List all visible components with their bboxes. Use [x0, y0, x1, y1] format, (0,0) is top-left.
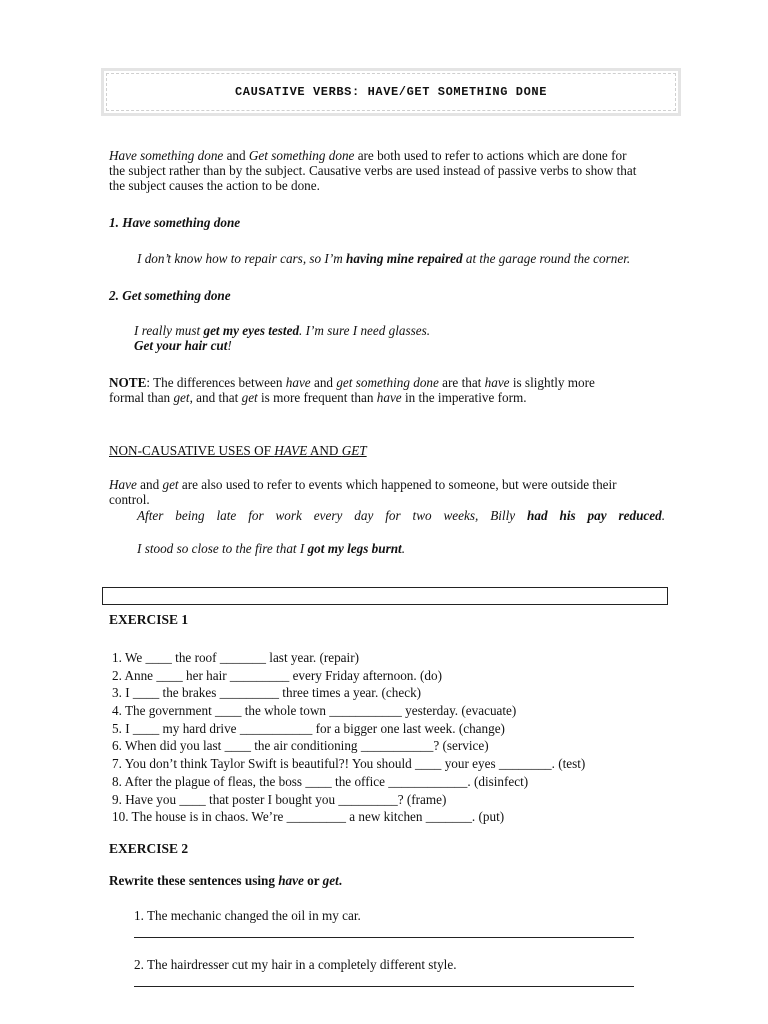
example-text: at the garage round the corner.	[462, 251, 631, 266]
noncausative-paragraph	[109, 477, 681, 507]
exercise-2-sentence: 2. The hairdresser cut my hair in a completely different style.	[134, 957, 457, 972]
note-term: have	[376, 390, 402, 405]
note-text: and	[310, 375, 337, 390]
instruction-text: Rewrite these sentences using	[109, 873, 279, 888]
exercise-1-item: 7. You don’t think Taylor Swift is beautiful?! You should ____ your eyes ________. (test)	[112, 756, 586, 772]
note-term: have	[484, 375, 510, 390]
exercise-1-title: EXERCISE 1	[109, 612, 189, 627]
instruction-text: or	[303, 873, 323, 888]
title-box	[101, 68, 681, 116]
note-line-1	[109, 375, 681, 390]
instruction-term: have	[278, 873, 304, 888]
noncausative-line-2: control.	[109, 492, 150, 507]
intro-paragraph	[109, 148, 681, 193]
intro-line-3: the subject causes the action to be done.	[109, 178, 320, 193]
note-term: get something done	[336, 375, 439, 390]
note-line-2	[109, 390, 681, 405]
paragraph-text: are also used to refer to events which happened to someone, but were outside their	[178, 477, 617, 492]
instruction-term: get	[322, 873, 339, 888]
exercise-1-item: 1. We ____ the roof _______ last year. (repair)	[112, 650, 359, 665]
exercise-2-title: EXERCISE 2	[109, 841, 189, 856]
exercise-2-item-2	[134, 957, 654, 987]
noncausative-example-2	[137, 541, 657, 556]
exercise-2-instruction	[109, 873, 681, 888]
exercise-1-list	[112, 649, 672, 826]
intro-text: are both used to refer to actions which are done for	[354, 148, 627, 163]
example-text: I don’t know how to repair cars, so I’m	[137, 251, 347, 266]
example-text: I stood so close to the fire that I	[137, 541, 308, 556]
page-title: CAUSATIVE VERBS: HAVE/GET SOMETHING DONE	[234, 84, 548, 99]
note-term: get	[173, 390, 190, 405]
exercise-1-item: 10. The house is in chaos. We’re _________ a new kitchen _______. (put)	[112, 809, 505, 825]
heading-term: GET	[341, 443, 367, 458]
example-text: !	[227, 338, 232, 353]
note-label: NOTE	[109, 375, 147, 390]
instruction-text: .	[338, 873, 343, 888]
exercise-1-item: 9. Have you ____ that poster I bought you _________? (frame)	[112, 791, 447, 807]
example-highlight: Get your hair cut	[134, 338, 228, 353]
example-text: .	[661, 508, 666, 523]
paragraph-text: and	[136, 477, 163, 492]
example-highlight: had his pay reduced	[527, 508, 662, 523]
example-highlight: got my legs burnt	[307, 541, 402, 556]
exercise-1-item: 6. When did you last ____ the air conditioning ___________? (service)	[112, 738, 489, 754]
note-paragraph	[109, 375, 681, 405]
section-2-heading: 2. Get something done	[109, 288, 231, 303]
exercise-1-item: 5. I ____ my hard drive ___________ for a bigger one last week. (change)	[112, 720, 505, 736]
example-text: . I’m sure I need glasses.	[299, 323, 431, 338]
exercise-1-item: 2. Anne ____ her hair _________ every Friday afternoon. (do)	[112, 667, 442, 683]
empty-text-box	[102, 587, 668, 605]
example-highlight: get my eyes tested	[203, 323, 300, 338]
intro-line-1	[109, 148, 681, 163]
exercise-2-item-1	[134, 908, 654, 938]
heading-text: AND	[307, 443, 342, 458]
section-2-example-1	[134, 323, 674, 338]
note-text: are that	[438, 375, 485, 390]
heading-term: HAVE	[274, 443, 308, 458]
note-text: , and that	[189, 390, 242, 405]
answer-line[interactable]	[134, 923, 634, 938]
note-text: is more frequent than	[257, 390, 377, 405]
section-2-example-2	[134, 338, 674, 353]
note-text: formal than	[109, 390, 174, 405]
intro-term-get: Get something done	[248, 148, 355, 163]
noncausative-heading	[109, 443, 681, 458]
heading-text: NON-CAUSATIVE USES OF	[109, 443, 275, 458]
answer-line[interactable]	[134, 972, 634, 987]
exercise-1-item: 4. The government ____ the whole town ___________ yesterday. (evacuate)	[112, 703, 517, 719]
note-term: get	[241, 390, 258, 405]
note-text: is slightly more	[509, 375, 595, 390]
example-text: I really must	[134, 323, 204, 338]
intro-text: and	[223, 148, 249, 163]
example-text: .	[401, 541, 406, 556]
exercise-1-item: 8. After the plague of fleas, the boss ____ the office ____________. (disinfect)	[112, 773, 529, 789]
note-text: in the imperative form.	[401, 390, 527, 405]
paragraph-term: get	[162, 477, 179, 492]
example-text: After being late for work every day for two weeks, Billy	[137, 508, 528, 523]
noncausative-example-1	[137, 508, 665, 523]
intro-term-have: Have something done	[109, 148, 224, 163]
note-text: : The differences between	[146, 375, 286, 390]
section-2-examples	[134, 323, 674, 353]
example-highlight: having mine repaired	[346, 251, 463, 266]
noncausative-line-1	[109, 477, 681, 492]
section-1-heading: 1. Have something done	[109, 215, 241, 230]
section-1-example	[137, 251, 697, 266]
paragraph-term: Have	[109, 477, 137, 492]
intro-line-2: the subject rather than by the subject. Causative verbs are used instead of passive verbs to show that	[109, 163, 637, 178]
note-term: have	[285, 375, 311, 390]
exercise-1-item: 3. I ____ the brakes _________ three times a year. (check)	[112, 685, 422, 701]
exercise-2-sentence: 1. The mechanic changed the oil in my car.	[134, 908, 361, 923]
